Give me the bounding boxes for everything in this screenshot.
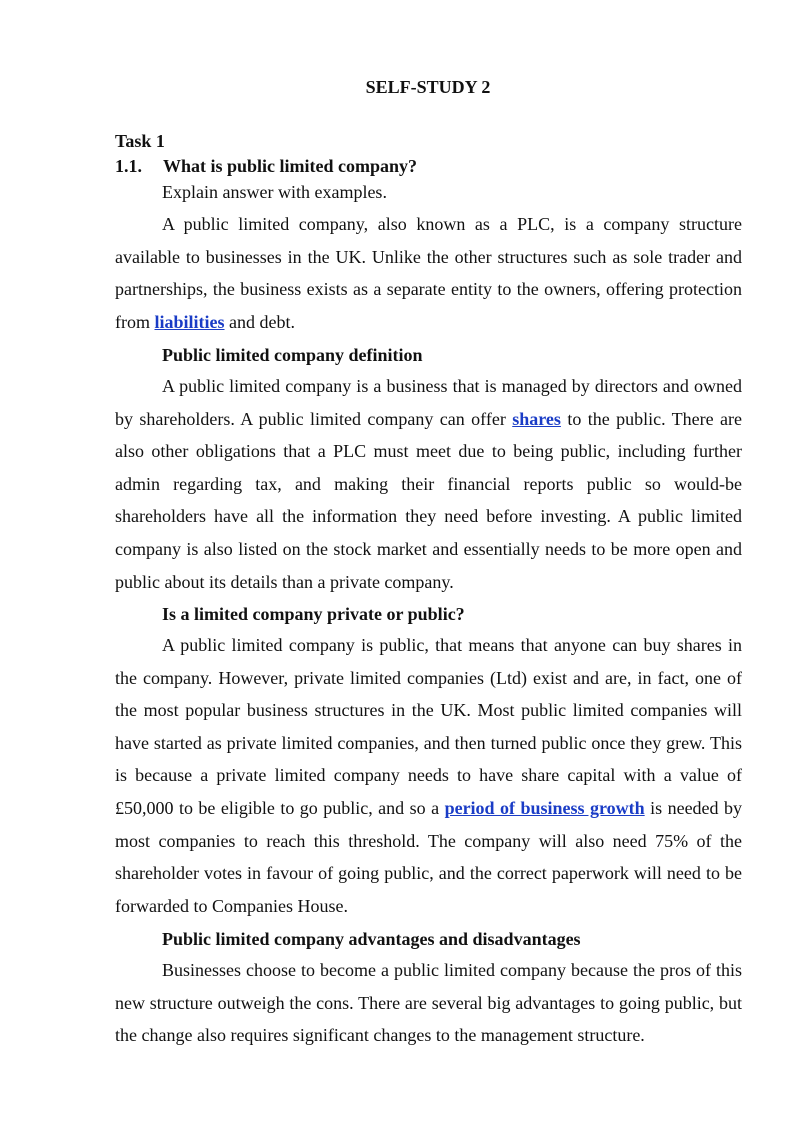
paragraph-text: A public limited company is public, that means that anyone can buy shares in the company. However, private limited companies (Ltd) exist and are, in fact, one of the most popular business structures in the UK. Most public limited companies will have started as private limited companies, and then turned public once they grew. This is because a private limited company needs to have share capital with a value of £50,000 to be eligible to go public, and so a <box>115 635 742 818</box>
task-label: Task 1 <box>115 131 165 151</box>
link-shares[interactable]: shares <box>512 408 561 429</box>
paragraph-text: Businesses choose to become a public limited company because the pros of this new structure outweigh the cons. There are several big advantages to going public, but the change also requires significant changes to the management structure. <box>115 960 742 1046</box>
question-heading <box>115 155 417 177</box>
question-text: What is public limited company? <box>163 156 418 176</box>
paragraph-text: A public limited company, also known as a PLC, is a company structure available to businesses in the UK. Unlike the other structures such as sole trader and partnerships, the business exists as a separate entity to the owners, offering protection from <box>115 214 742 332</box>
paragraph-advantages <box>115 954 742 1052</box>
document-title: SELF-STUDY 2 <box>365 77 491 97</box>
heading-definition: Public limited company definition <box>162 345 423 365</box>
question-number: 1.1. <box>115 156 142 176</box>
heading-advantages-disadvantages: Public limited company advantages and disadvantages <box>162 929 581 949</box>
paragraph-intro <box>115 208 742 338</box>
link-liabilities[interactable]: liabilities <box>154 311 225 332</box>
paragraph-text: to the public. There are also other obligations that a PLC must meet due to being public, including further admin regarding tax, and making their financial reports public so would-be shareholders have all the information they need before investing. A public limited company is also listed on the stock market and essentially needs to be more open and public about its details than a private company. <box>115 408 742 592</box>
link-period-of-business-growth[interactable]: period of business growth <box>444 797 645 818</box>
paragraph-text: is needed by most companies to reach this threshold. The company will also need 75% of the shareholder votes in favour of going public, and the correct paperwork will need to be forwarded to Companies House. <box>115 797 743 916</box>
paragraph-definition <box>115 370 742 598</box>
paragraph-text: A public limited company is a business that is managed by directors and owned by shareholders. A public limited company can offer <box>115 376 742 429</box>
heading-private-or-public: Is a limited company private or public? <box>162 604 465 624</box>
paragraph-text: and debt. <box>224 311 295 332</box>
question-instruction: Explain answer with examples. <box>162 182 387 202</box>
paragraph-private-or-public <box>115 629 742 922</box>
